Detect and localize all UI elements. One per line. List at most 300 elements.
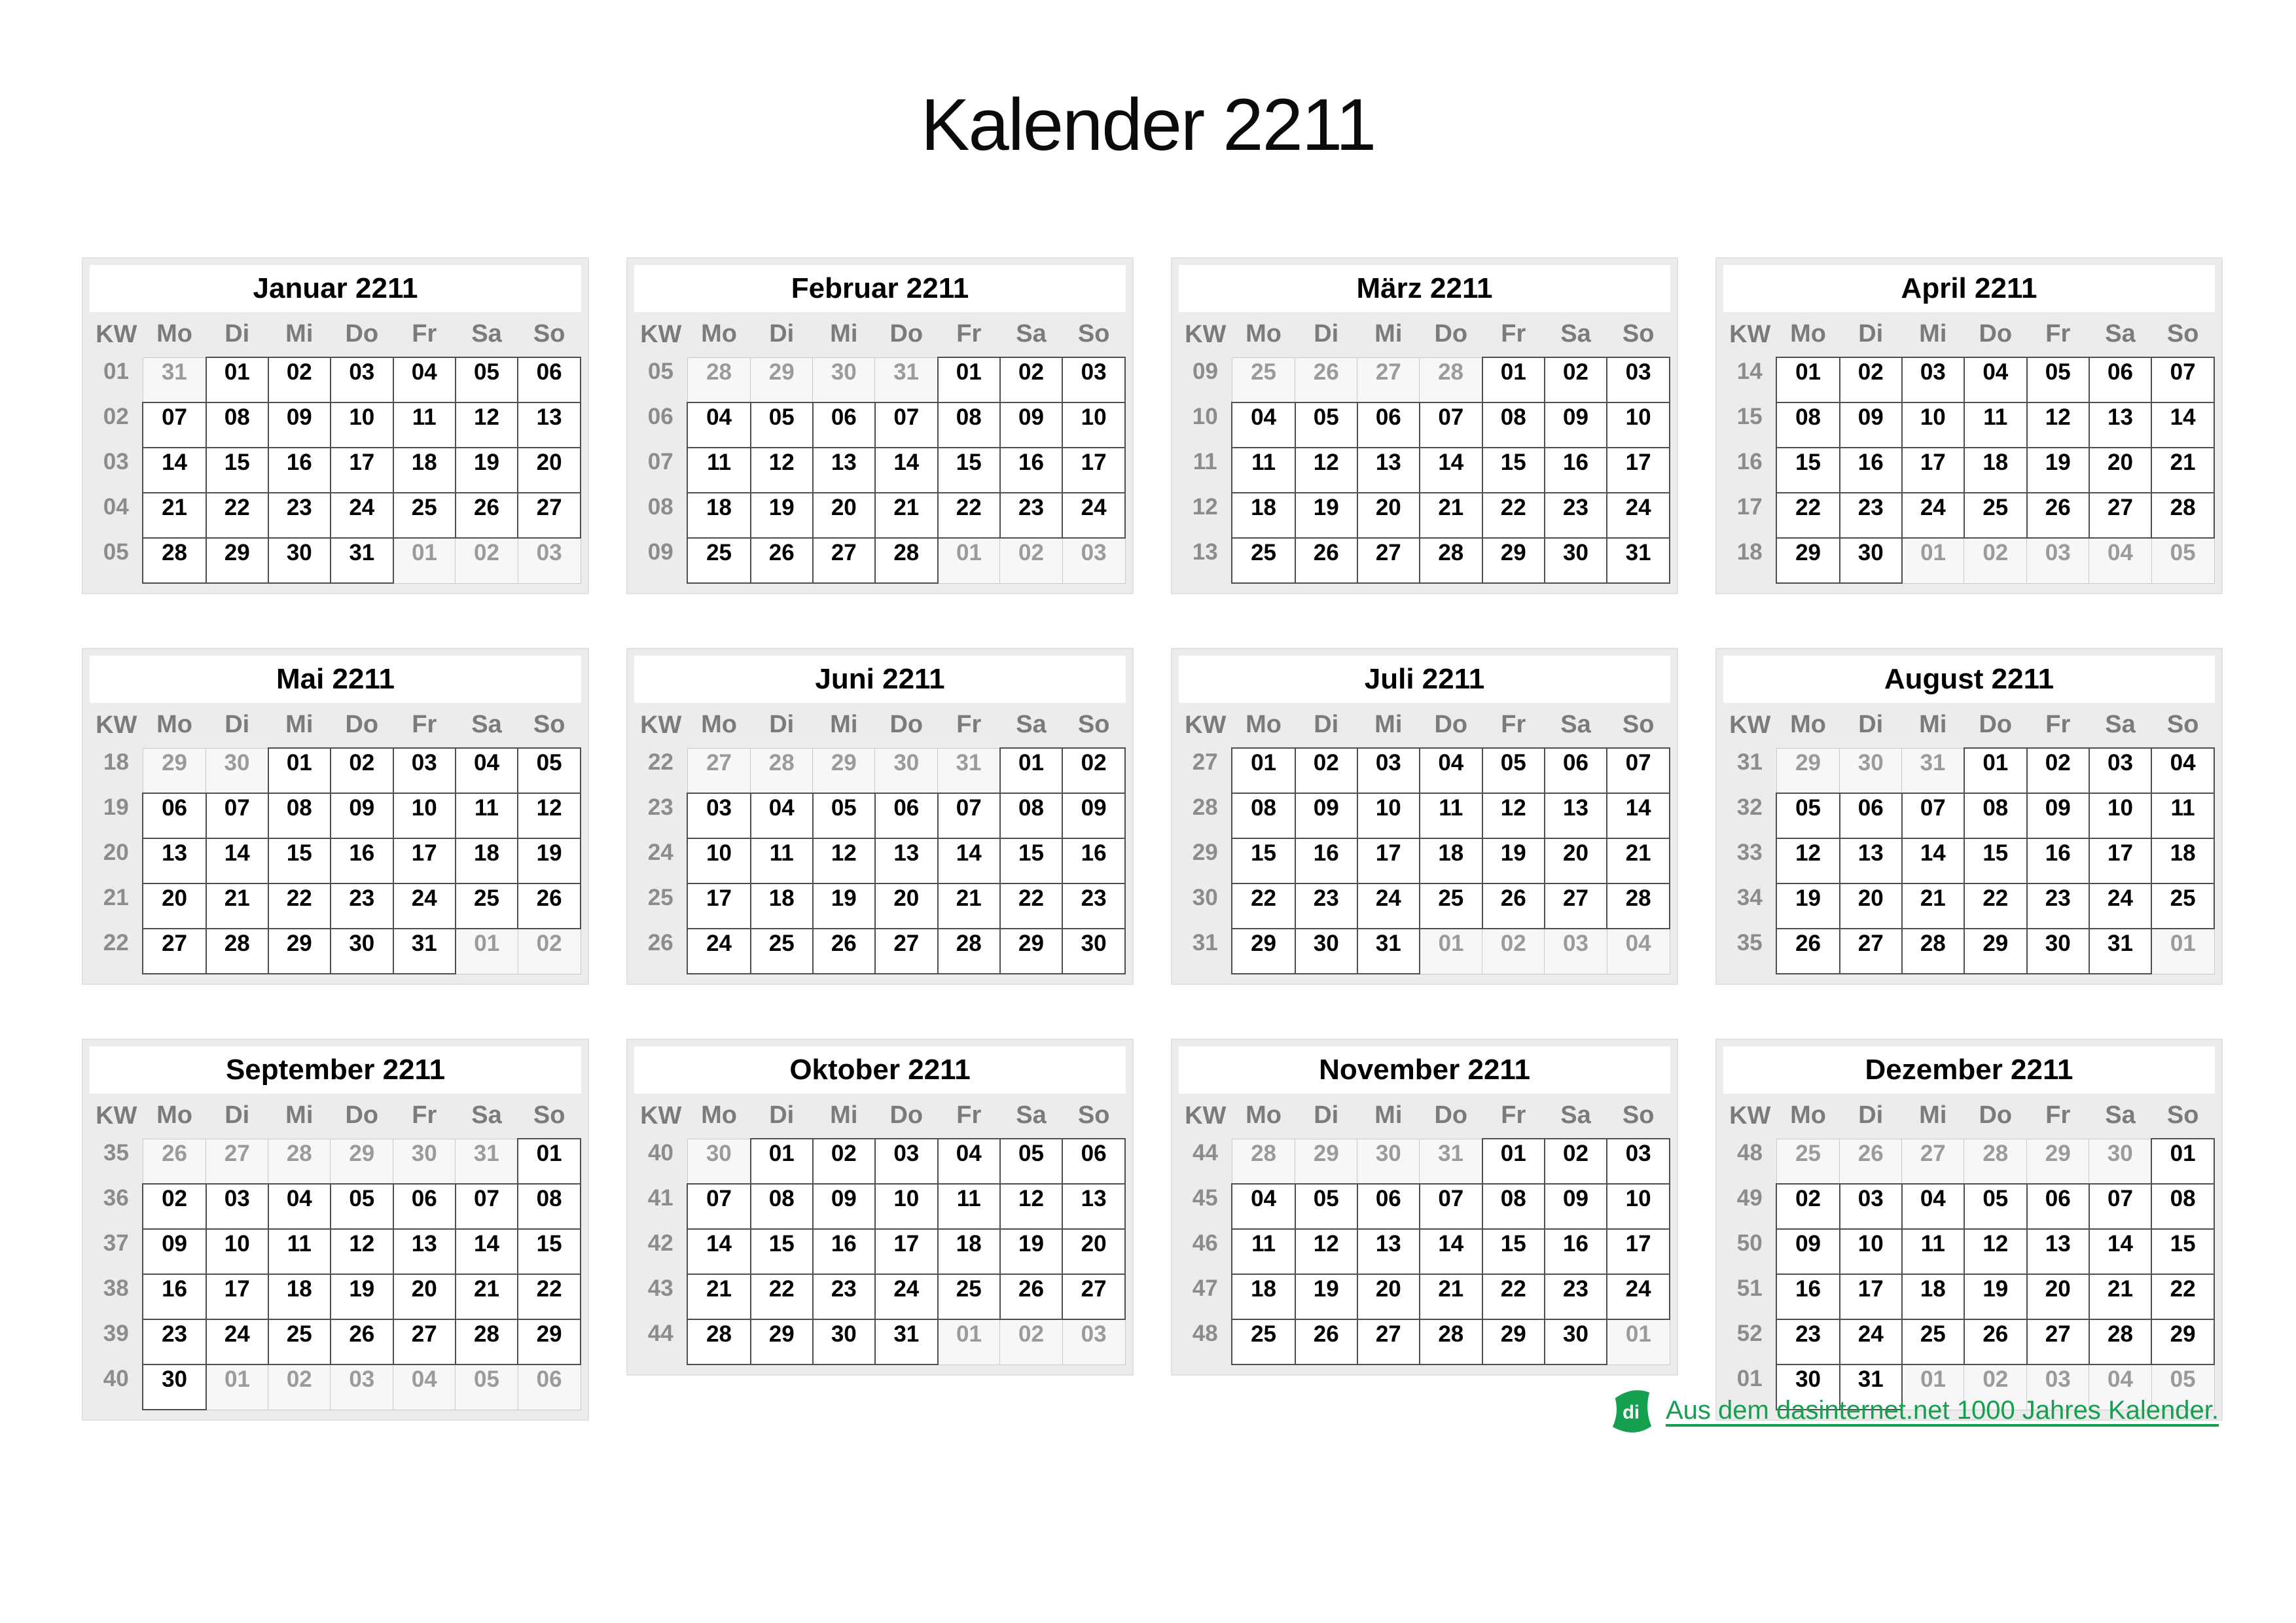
day-cell: 09 (1545, 402, 1607, 448)
day-cell: 29 (1776, 538, 1839, 583)
day-cell-other-month: 27 (1357, 357, 1420, 402)
weekday-header: Sa (2105, 711, 2136, 739)
kw-cell: 23 (647, 794, 673, 820)
weekday-header: Sa (1560, 1101, 1591, 1130)
week-row (1179, 357, 1670, 402)
day-cell: 25 (1232, 1319, 1295, 1364)
day-cell-other-month: 30 (2089, 1139, 2152, 1184)
day-cell: 08 (268, 793, 331, 838)
day-cell: 23 (2027, 883, 2089, 929)
day-cell: 06 (2027, 1184, 2089, 1229)
week-row (90, 1139, 581, 1184)
day-cell: 25 (393, 493, 456, 538)
month-panel (1171, 1039, 1678, 1376)
day-cell: 25 (456, 883, 518, 929)
weekday-header: Mo (1246, 711, 1282, 739)
month-title: Juli 2211 (1179, 656, 1670, 703)
day-cell: 27 (518, 493, 581, 538)
day-cell: 18 (751, 883, 813, 929)
day-cell: 25 (1902, 1319, 1964, 1364)
kw-cell: 04 (103, 494, 129, 520)
weekday-header: Di (1314, 1101, 1339, 1130)
weekday-header: Sa (1016, 711, 1047, 739)
day-cell: 14 (206, 838, 268, 883)
week-row (1723, 793, 2214, 838)
months-grid (82, 257, 2296, 1421)
weekday-header: Do (889, 1101, 924, 1130)
weekday-header: Fr (956, 320, 982, 348)
kw-cell: 24 (647, 840, 673, 865)
kw-cell: 01 (103, 359, 129, 384)
kw-cell: 36 (103, 1185, 129, 1211)
day-cell: 09 (1776, 1229, 1839, 1274)
day-cell-other-month: 02 (1000, 538, 1063, 583)
day-cell: 12 (813, 838, 875, 883)
logo-text: di (1623, 1402, 1640, 1423)
day-cell: 03 (1357, 748, 1420, 793)
day-cell-other-month: 06 (518, 1364, 581, 1410)
day-cell: 19 (518, 838, 581, 883)
kw-cell: 11 (1193, 449, 1217, 474)
day-cell-other-month: 30 (1357, 1139, 1420, 1184)
day-cell-other-month: 28 (1964, 1139, 2027, 1184)
kw-cell: 17 (1736, 494, 1763, 520)
day-cell: 08 (938, 402, 1000, 448)
day-cell: 12 (751, 448, 813, 493)
day-cell-other-month: 28 (1420, 357, 1482, 402)
day-cell: 06 (1840, 793, 1902, 838)
day-cell: 01 (1000, 748, 1063, 793)
week-row (634, 1274, 1125, 1319)
day-cell: 14 (875, 448, 938, 493)
day-cell: 06 (143, 793, 206, 838)
weekday-header: Sa (1016, 1101, 1047, 1130)
weekday-header: Di (769, 711, 795, 739)
weekday-header: Mo (1790, 320, 1826, 348)
day-cell-other-month: 31 (456, 1139, 518, 1184)
day-cell: 17 (1840, 1274, 1902, 1319)
day-cell: 05 (518, 748, 581, 793)
day-cell-other-month: 28 (687, 357, 750, 402)
month-title: April 2211 (1723, 265, 2215, 312)
day-cell: 19 (1482, 838, 1545, 883)
day-cell: 04 (751, 793, 813, 838)
day-cell: 25 (2151, 883, 2214, 929)
day-cell: 16 (1840, 448, 1902, 493)
day-cell: 21 (456, 1274, 518, 1319)
day-cell: 31 (875, 1319, 938, 1364)
kw-cell: 26 (647, 930, 673, 955)
day-cell: 17 (393, 838, 456, 883)
weekday-header: Fr (412, 1101, 437, 1130)
day-cell: 27 (2089, 493, 2152, 538)
day-cell: 19 (1776, 883, 1839, 929)
day-cell: 31 (331, 538, 393, 583)
kw-cell: 07 (647, 449, 673, 474)
day-cell: 10 (1607, 1184, 1670, 1229)
day-cell-other-month: 26 (1840, 1139, 1902, 1184)
day-cell: 17 (687, 883, 750, 929)
month-table (634, 703, 1126, 974)
day-cell-other-month: 01 (938, 1319, 1000, 1364)
day-cell: 07 (2089, 1184, 2152, 1229)
day-cell: 03 (1902, 357, 1964, 402)
weekday-header: So (1622, 320, 1655, 348)
day-cell: 10 (393, 793, 456, 838)
day-cell-other-month: 02 (1964, 538, 2027, 583)
day-cell: 29 (1964, 929, 2027, 974)
day-cell: 21 (143, 493, 206, 538)
day-cell: 26 (1295, 538, 1357, 583)
kw-cell: 10 (1192, 404, 1218, 429)
day-cell: 05 (331, 1184, 393, 1229)
day-cell-other-month: 25 (1776, 1139, 1839, 1184)
day-cell: 27 (1357, 538, 1420, 583)
day-cell: 15 (268, 838, 331, 883)
day-cell: 19 (1964, 1274, 2027, 1319)
month-title: März 2211 (1179, 265, 1670, 312)
day-cell: 02 (268, 357, 331, 402)
day-cell: 22 (938, 493, 1000, 538)
day-cell: 05 (1295, 1184, 1357, 1229)
day-cell: 22 (2151, 1274, 2214, 1319)
month-title: Mai 2211 (90, 656, 581, 703)
day-cell: 24 (875, 1274, 938, 1319)
day-cell: 23 (1776, 1319, 1839, 1364)
day-cell: 13 (1545, 793, 1607, 838)
day-cell: 16 (1545, 448, 1607, 493)
day-cell: 20 (875, 883, 938, 929)
day-cell: 30 (1295, 929, 1357, 974)
weekday-header: Do (1979, 1101, 2013, 1130)
week-row (90, 357, 581, 402)
day-cell: 30 (1776, 1364, 1839, 1410)
weekday-header: Di (224, 1101, 250, 1130)
kw-cell: 28 (1192, 794, 1218, 820)
month-title: Oktober 2211 (634, 1046, 1126, 1094)
week-row (1179, 1184, 1670, 1229)
weekday-header: Fr (2045, 711, 2071, 739)
day-cell-other-month: 28 (751, 748, 813, 793)
week-row (90, 929, 581, 974)
kw-cell: 25 (647, 885, 673, 910)
week-row (1179, 1139, 1670, 1184)
day-cell: 13 (518, 402, 581, 448)
day-cell-other-month: 01 (2151, 929, 2214, 974)
day-cell: 29 (206, 538, 268, 583)
kw-cell: 49 (1736, 1185, 1763, 1211)
kw-header: KW (640, 1101, 682, 1130)
week-row (634, 357, 1125, 402)
day-cell: 28 (1420, 538, 1482, 583)
month-panel (82, 648, 589, 985)
weekday-header: Mo (701, 320, 737, 348)
day-cell-other-month: 29 (751, 357, 813, 402)
day-cell: 08 (1482, 1184, 1545, 1229)
day-cell: 06 (393, 1184, 456, 1229)
day-cell: 08 (1000, 793, 1063, 838)
day-cell: 06 (1545, 748, 1607, 793)
day-cell: 22 (1964, 883, 2027, 929)
day-cell: 26 (813, 929, 875, 974)
month-title: Februar 2211 (634, 265, 1126, 312)
day-cell: 12 (1295, 448, 1357, 493)
week-row (90, 1319, 581, 1364)
weekday-header: So (1077, 711, 1110, 739)
month-table (90, 1094, 581, 1410)
day-cell: 30 (268, 538, 331, 583)
day-cell: 11 (268, 1229, 331, 1274)
week-row (1179, 1229, 1670, 1274)
day-cell: 28 (456, 1319, 518, 1364)
month-table (1179, 1094, 1670, 1365)
weekday-header-row (1723, 1094, 2214, 1139)
day-cell: 19 (1295, 493, 1357, 538)
day-cell-other-month: 27 (1902, 1139, 1964, 1184)
day-cell: 20 (1840, 883, 1902, 929)
week-row (1723, 1229, 2214, 1274)
month-table (634, 1094, 1126, 1365)
day-cell-other-month: 29 (2027, 1139, 2089, 1184)
week-row (1723, 1139, 2214, 1184)
day-cell: 05 (1964, 1184, 2027, 1229)
day-cell-other-month: 02 (1964, 1364, 2027, 1410)
month-table (1723, 703, 2215, 974)
day-cell: 30 (1062, 929, 1125, 974)
day-cell: 28 (875, 538, 938, 583)
day-cell: 04 (2151, 748, 2214, 793)
kw-cell: 45 (1192, 1185, 1218, 1211)
day-cell: 20 (1357, 493, 1420, 538)
weekday-header: So (2166, 320, 2199, 348)
weekday-header: Mo (1246, 320, 1282, 348)
weekday-header: So (1622, 1101, 1655, 1130)
day-cell: 31 (2089, 929, 2152, 974)
weekday-header: Mi (830, 320, 858, 348)
weekday-header: So (1077, 320, 1110, 348)
day-cell: 07 (1607, 748, 1670, 793)
weekday-header: Fr (2045, 320, 2071, 348)
day-cell-other-month: 25 (1232, 357, 1295, 402)
kw-cell: 30 (1192, 885, 1218, 910)
week-row (634, 883, 1125, 929)
week-row (634, 1184, 1125, 1229)
month-table (90, 312, 581, 584)
day-cell: 26 (1776, 929, 1839, 974)
month-panel (1171, 648, 1678, 985)
day-cell: 01 (2151, 1139, 2214, 1184)
week-row (1179, 1319, 1670, 1364)
day-cell: 17 (1902, 448, 1964, 493)
day-cell: 11 (938, 1184, 1000, 1229)
weekday-header: Mi (285, 711, 314, 739)
day-cell: 29 (518, 1319, 581, 1364)
day-cell: 28 (1420, 1319, 1482, 1364)
day-cell: 27 (393, 1319, 456, 1364)
day-cell-other-month: 30 (206, 748, 268, 793)
weekday-header: Do (889, 711, 924, 739)
weekday-header: Fr (1501, 711, 1526, 739)
week-row (1179, 748, 1670, 793)
kw-cell: 38 (103, 1275, 129, 1301)
day-cell: 13 (143, 838, 206, 883)
month-panel (82, 1039, 589, 1421)
day-cell-other-month: 30 (813, 357, 875, 402)
day-cell: 05 (1482, 748, 1545, 793)
week-row (1723, 1274, 2214, 1319)
day-cell: 16 (813, 1229, 875, 1274)
month-table (1179, 312, 1670, 584)
day-cell: 23 (331, 883, 393, 929)
weekday-header: Di (769, 320, 795, 348)
day-cell: 21 (1902, 883, 1964, 929)
day-cell-other-month: 01 (393, 538, 456, 583)
day-cell: 10 (1902, 402, 1964, 448)
week-row (90, 448, 581, 493)
day-cell: 28 (1902, 929, 1964, 974)
day-cell: 26 (1482, 883, 1545, 929)
weekday-header: Di (769, 1101, 795, 1130)
day-cell: 13 (875, 838, 938, 883)
kw-header: KW (1729, 711, 1771, 739)
day-cell: 31 (1357, 929, 1420, 974)
day-cell: 29 (268, 929, 331, 974)
kw-cell: 50 (1736, 1230, 1763, 1256)
day-cell: 14 (143, 448, 206, 493)
month-table (634, 312, 1126, 584)
day-cell: 30 (143, 1364, 206, 1410)
day-cell: 30 (813, 1319, 875, 1364)
day-cell: 03 (331, 357, 393, 402)
day-cell: 15 (518, 1229, 581, 1274)
day-cell: 07 (875, 402, 938, 448)
day-cell-other-month: 30 (1840, 748, 1902, 793)
week-row (1179, 838, 1670, 883)
day-cell: 09 (143, 1229, 206, 1274)
month-title: August 2211 (1723, 656, 2215, 703)
weekday-header: So (533, 711, 565, 739)
day-cell: 02 (1000, 357, 1063, 402)
day-cell-other-month: 31 (1902, 748, 1964, 793)
kw-cell: 41 (647, 1185, 673, 1211)
kw-cell: 33 (1736, 840, 1763, 865)
day-cell: 18 (393, 448, 456, 493)
weekday-header: Fr (412, 711, 437, 739)
day-cell-other-month: 01 (206, 1364, 268, 1410)
day-cell: 07 (938, 793, 1000, 838)
weekday-header: Sa (471, 320, 502, 348)
day-cell: 18 (1232, 493, 1295, 538)
day-cell: 11 (1420, 793, 1482, 838)
day-cell: 09 (1840, 402, 1902, 448)
day-cell: 22 (268, 883, 331, 929)
day-cell: 24 (1607, 1274, 1670, 1319)
week-row (634, 838, 1125, 883)
kw-cell: 27 (1192, 749, 1218, 775)
kw-cell: 22 (648, 749, 673, 775)
week-row (1723, 448, 2214, 493)
day-cell: 23 (268, 493, 331, 538)
day-cell: 23 (1545, 1274, 1607, 1319)
day-cell: 09 (1062, 793, 1125, 838)
month-panel (82, 257, 589, 594)
week-row (1723, 357, 2214, 402)
week-row (1723, 929, 2214, 974)
day-cell: 28 (2151, 493, 2214, 538)
month-title: Januar 2211 (90, 265, 581, 312)
weekday-header: Mi (830, 1101, 858, 1130)
weekday-header: Mo (1246, 1101, 1282, 1130)
day-cell: 20 (518, 448, 581, 493)
day-cell: 20 (1357, 1274, 1420, 1319)
kw-cell: 06 (647, 404, 673, 429)
day-cell: 28 (143, 538, 206, 583)
week-row (90, 402, 581, 448)
day-cell: 01 (1964, 748, 2027, 793)
weekday-header: Do (1434, 1101, 1468, 1130)
weekday-header-row (634, 312, 1125, 357)
day-cell: 12 (518, 793, 581, 838)
weekday-header: Di (1858, 320, 1884, 348)
kw-cell: 35 (1736, 930, 1763, 955)
kw-cell: 12 (1192, 494, 1218, 520)
day-cell: 23 (813, 1274, 875, 1319)
day-cell-other-month: 02 (268, 1364, 331, 1410)
kw-cell: 03 (103, 449, 129, 474)
day-cell: 29 (1232, 929, 1295, 974)
weekday-header: Do (1979, 711, 2013, 739)
day-cell: 15 (1482, 1229, 1545, 1274)
footer-link[interactable]: Aus dem dasinternet.net 1000 Jahres Kalender. (1666, 1395, 2219, 1425)
day-cell: 03 (687, 793, 750, 838)
day-cell: 05 (456, 357, 518, 402)
day-cell-other-month: 02 (1482, 929, 1545, 974)
day-cell: 15 (938, 448, 1000, 493)
month-title: Dezember 2211 (1723, 1046, 2215, 1094)
day-cell: 21 (938, 883, 1000, 929)
weekday-header: Sa (1560, 320, 1591, 348)
day-cell: 02 (2027, 748, 2089, 793)
day-cell: 01 (1482, 357, 1545, 402)
day-cell: 17 (1062, 448, 1125, 493)
day-cell: 30 (331, 929, 393, 974)
week-row (634, 448, 1125, 493)
day-cell: 29 (1482, 1319, 1545, 1364)
day-cell-other-month: 27 (687, 748, 750, 793)
day-cell: 07 (206, 793, 268, 838)
kw-cell: 02 (103, 404, 129, 429)
day-cell: 28 (938, 929, 1000, 974)
weekday-header: Sa (2105, 320, 2136, 348)
kw-cell: 46 (1192, 1230, 1218, 1256)
day-cell: 17 (331, 448, 393, 493)
day-cell: 26 (2027, 493, 2089, 538)
day-cell: 10 (1840, 1229, 1902, 1274)
kw-cell: 05 (648, 359, 673, 384)
day-cell: 14 (2089, 1229, 2152, 1274)
day-cell: 06 (1062, 1139, 1125, 1184)
day-cell: 21 (1420, 493, 1482, 538)
day-cell-other-month: 03 (1062, 1319, 1125, 1364)
day-cell: 11 (393, 402, 456, 448)
day-cell: 04 (1902, 1184, 1964, 1229)
weekday-header: Mo (1790, 1101, 1826, 1130)
footer (1609, 1386, 2219, 1435)
kw-cell: 37 (103, 1230, 129, 1256)
day-cell: 08 (206, 402, 268, 448)
day-cell: 07 (2151, 357, 2214, 402)
weekday-header: Fr (412, 320, 437, 348)
